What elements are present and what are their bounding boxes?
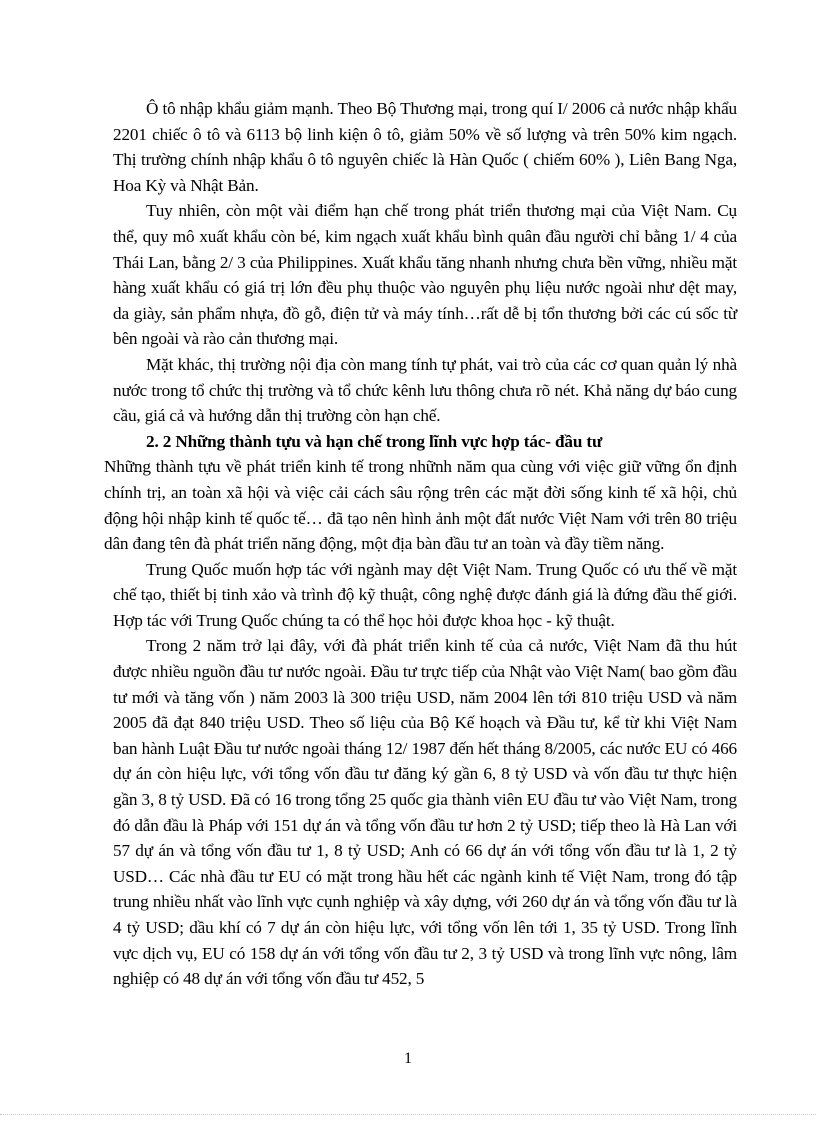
- section-heading: 2. 2 Những thành tựu và hạn chế trong lĩnh vực hợp tác- đầu tư: [146, 431, 603, 451]
- paragraph-auto-imports: Ô tô nhập khẩu giảm mạnh. Theo Bộ Thương mại, trong quí I/ 2006 cả nước nhập khẩu 2201 chiếc ô tô và 6113 bộ linh kiện ô tô, giảm 50% về số lượng và trên 50% kim ngạch. Thị trường chính nhập khẩu ô tô nguyên chiếc là Hàn Quốc ( chiếm 60% ), Liên Bang Nga, Hoa Kỳ và Nhật Bản.: [113, 99, 737, 195]
- paragraph-domestic-market: Mặt khác, thị trường nội địa còn mang tính tự phát, vai trò của các cơ quan quản lý nhà nước trong tổ chức thị trường và tổ chức kênh lưu thông chưa rõ nét. Khả năng dự báo cung cầu, giá cả và hướng dẫn thị trường còn hạn chế.: [113, 354, 737, 426]
- paragraph-china-cooperation: Trung Quốc muốn hợp tác với ngành may dệt Việt Nam. Trung Quốc có ưu thế về mặt chế tạo, thiết bị tinh xảo và trình độ kỹ thuật, công nghệ được đánh giá là đứng đầu thế giới. Hợp tác với Trung Quốc chúng ta có thể học hỏi được khoa học - kỹ thuật.: [113, 559, 737, 630]
- document-page: [104, 96, 737, 992]
- paragraph-foreign-investment: Trong 2 năm trở lại đây, với đà phát triển kinh tế của cả nước, Việt Nam đã thu hút được nhiều nguồn đầu tư nước ngoài. Đầu tư trực tiếp của Nhật vào Việt Nam( bao gồm đầu tư mới và tăng vốn ) năm 2003 là 300 triệu USD, năm 2004 lên tới 810 triệu USD và năm 2005 đã đạt 840 triệu USD. Theo số liệu của Bộ Kế hoạch và Đầu tư, kể từ khi Việt Nam ban hành Luật Đầu tư nước ngoài tháng 12/ 1987 đến hết tháng 8/2005, các nước EU có 466 dự án còn hiệu lực, với tổng vốn đầu tư đăng ký gần 6, 8 tỷ USD và vốn đầu tư thực hiện gần 3, 8 tỷ USD. Đã có 16 trong tổng 25 quốc gia thành viên EU đầu tư vào Việt Nam, trong đó dẫn đầu là Pháp với 151 dự án và tổng vốn đầu tư hơn 2 tỷ USD; tiếp theo là Hà Lan với 57 dự án và tổng vốn đầu tư 1, 8 tỷ USD; Anh có 66 dự án với tổng vốn đầu tư là 1, 2 tỷ USD… Các nhà đầu tư EU có mặt trong hầu hết các ngành kinh tế Việt Nam, trong đó tập trung nhiều nhất vào lĩnh vực cụnh nghiệp và xây dựng, với 260 dự án và tổng vốn đầu tư là 4 tỷ USD; dầu khí có 7 dự án còn hiệu lực, với tổng vốn lên tới 1, 35 tỷ USD. Trong lĩnh vực dịch vụ, EU có 158 dự án với tổng vốn đầu tư 2, 3 tỷ USD và trong lĩnh vực nông, lâm nghiệp có 48 dự án với tổng vốn đầu tư 452, 5: [113, 636, 737, 989]
- page-number: 1: [404, 1050, 412, 1067]
- paragraph-trade-limitations: Tuy nhiên, còn một vài điểm hạn chế trong phát triển thương mại của Việt Nam. Cụ thể, quy mô xuất khẩu còn bé, kim ngạch xuất khẩu bình quân đầu người chỉ bằng 1/ 4 của Thái Lan, bằng 2/ 3 của Philippines. Xuất khẩu tăng nhanh nhưng chưa bền vững, nhiều mặt hàng xuất khẩu có giá trị lớn đều phụ thuộc vào nguyên phụ liệu nước ngoài như dệt may, da giày, sản phẩm nhựa, đồ gỗ, điện tử và máy tính…rất dễ bị tổn thương bởi các cú sốc từ bên ngoài và rào cản thương mại.: [113, 201, 737, 349]
- page-bottom-divider: [0, 1114, 816, 1115]
- paragraph-achievements: Những thành tựu về phát triển kinh tế trong nhữnh năm qua cùng với việc giữ vững ổn định chính trị, an toàn xã hội và việc cải cách sâu rộng trên các mặt đời sống kinh tế xã hội, chủ động hội nhập kinh tế quốc tế… đã tạo nên hình ảnh một đất nước Việt Nam với trên 80 triệu dân đang tên đà phát triển năng động, một địa bàn đầu tư an toàn và đầy tiềm năng.: [104, 457, 737, 554]
